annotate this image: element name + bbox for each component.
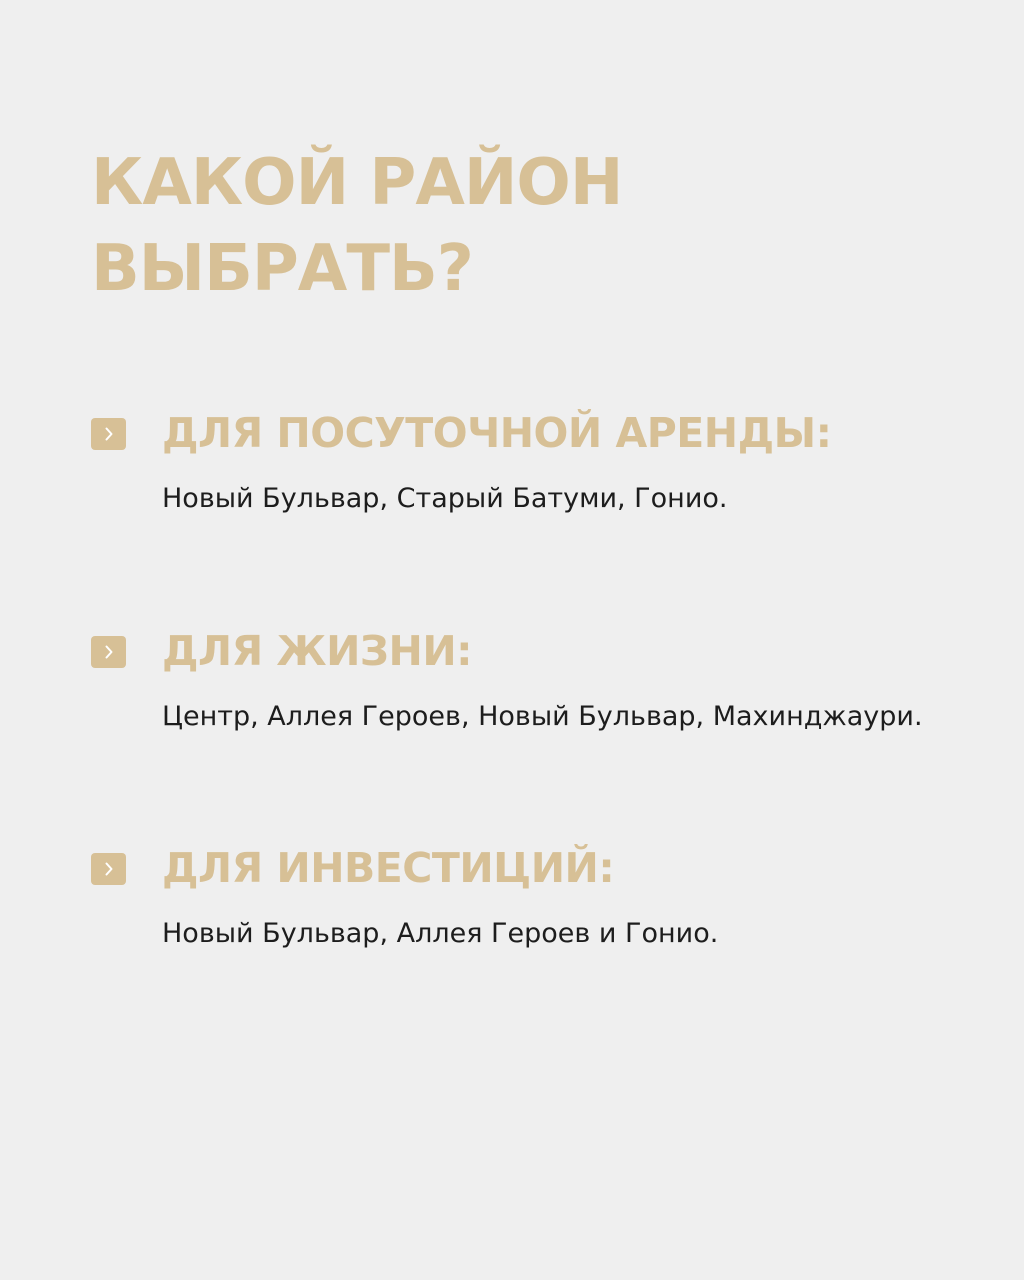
chevron-right-icon [91, 418, 126, 450]
section-heading-daily-rent: ДЛЯ ПОСУТОЧНОЙ АРЕНДЫ: [162, 409, 832, 457]
page-title [91, 140, 622, 312]
title-line-2: ВЫБРАТЬ? [91, 232, 473, 306]
section-text-daily-rent: Новый Бульвар, Старый Батуми, Гонио. [162, 483, 728, 514]
section-text-investment: Новый Бульвар, Аллея Героев и Гонио. [162, 918, 719, 949]
section-heading-investment: ДЛЯ ИНВЕСТИЦИЙ: [162, 844, 615, 892]
chevron-right-icon [91, 853, 126, 885]
section-heading-living: ДЛЯ ЖИЗНИ: [162, 627, 473, 675]
chevron-right-icon [91, 636, 126, 668]
section-text-living: Центр, Аллея Героев, Новый Бульвар, Махинджаури. [162, 701, 923, 732]
title-line-1: КАКОЙ РАЙОН [91, 146, 623, 220]
